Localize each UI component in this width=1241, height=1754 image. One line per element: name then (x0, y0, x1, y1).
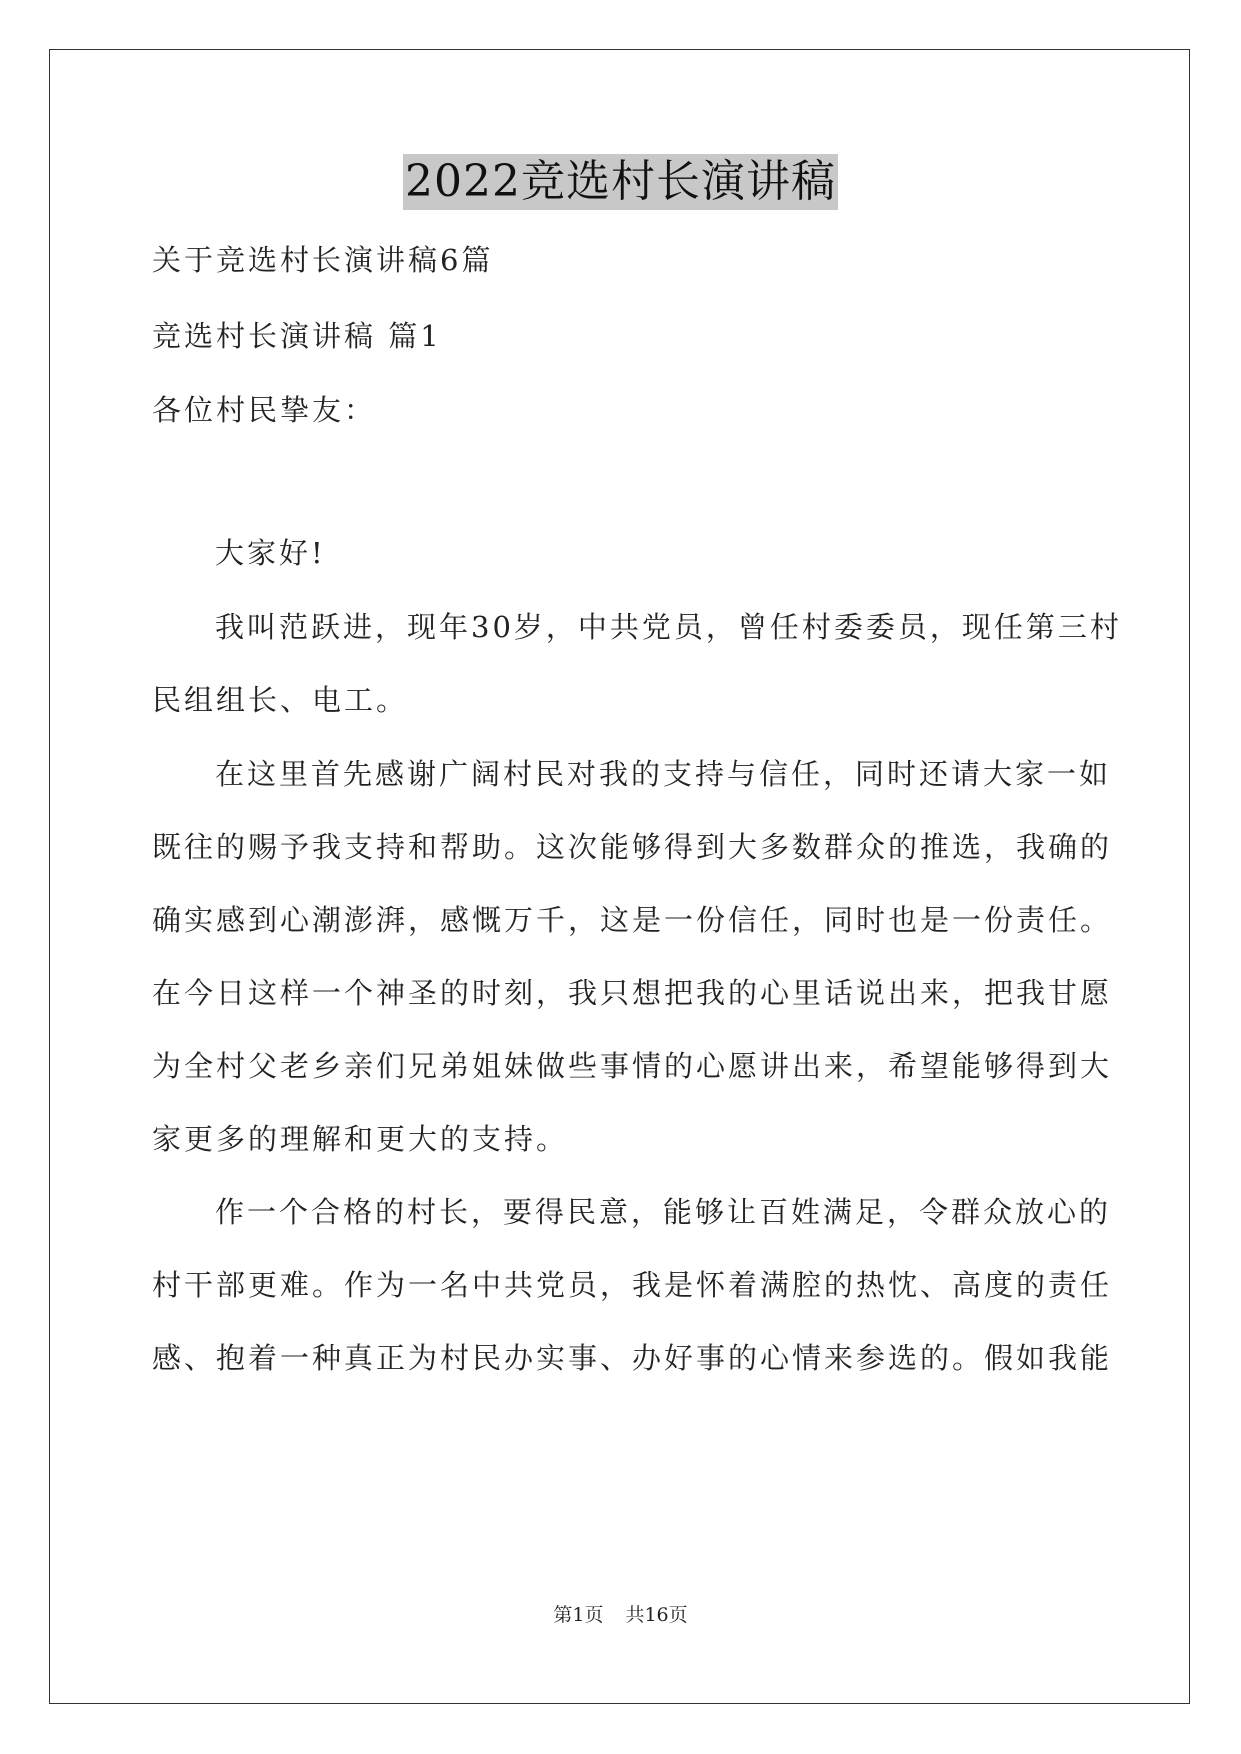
body-line: 村干部更难。作为一名中共党员，我是怀着满腔的热忱、高度的责任 (152, 1268, 1113, 1302)
page-footer (0, 1602, 1241, 1628)
body-line: 感、抱着一种真正为村民办实事、办好事的心情来参选的。假如我能 (152, 1341, 1113, 1375)
page-total: 共16页 (625, 1604, 688, 1626)
document-subtitle: 关于竞选村长演讲稿6篇 (152, 243, 494, 277)
body-line: 大家好! (215, 536, 326, 570)
page-number: 第1页 (553, 1604, 604, 1626)
body-line: 在这里首先感谢广阔村民对我的支持与信任，同时还请大家一如 (215, 757, 1112, 791)
document-title: 2022竞选村长演讲稿 (0, 154, 1241, 210)
body-line: 在今日这样一个神圣的时刻，我只想把我的心里话说出来，把我甘愿 (152, 976, 1113, 1010)
body-line: 为全村父老乡亲们兄弟姐妹做些事情的心愿讲出来，希望能够得到大 (152, 1049, 1113, 1083)
body-line: 既往的赐予我支持和帮助。这次能够得到大多数群众的推选，我确的 (152, 830, 1113, 864)
body-line: 确实感到心潮澎湃，感慨万千，这是一份信任，同时也是一份责任。 (152, 903, 1113, 937)
body-line: 我叫范跃进，现年30岁，中共党员，曾任村委委员，现任第三村 (215, 610, 1122, 644)
page-border (49, 49, 1190, 1704)
salutation: 各位村民挚友： (152, 393, 377, 427)
body-line: 民组组长、电工。 (152, 683, 409, 717)
section-heading: 竞选村长演讲稿 篇1 (152, 319, 442, 353)
body-line: 作一个合格的村长，要得民意，能够让百姓满足，令群众放心的 (215, 1195, 1112, 1229)
body-line: 家更多的理解和更大的支持。 (152, 1122, 569, 1156)
